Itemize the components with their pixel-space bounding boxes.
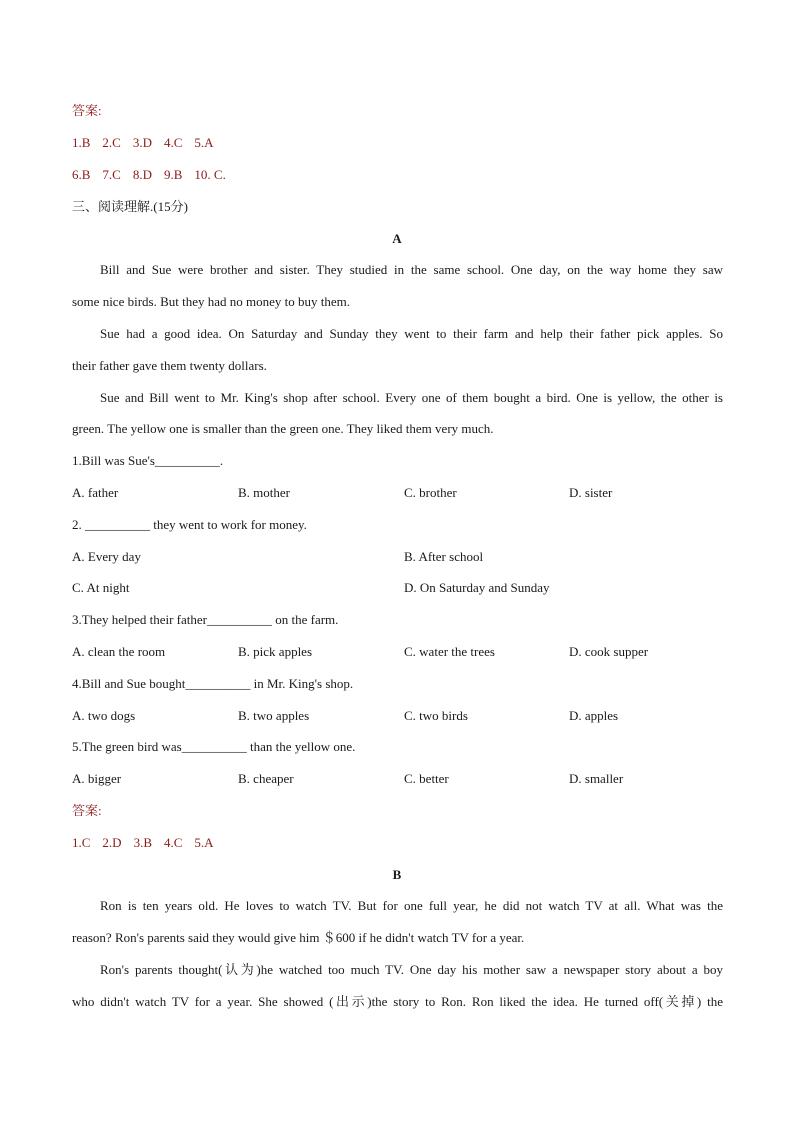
passage-b-line: Ron's parents thought(认为)he watched too much TV. One day his mother saw a newspaper story about a boy <box>100 962 723 977</box>
answer-item: 7.C <box>102 167 121 182</box>
passage-b-line: Ron is ten years old. He loves to watch TV. But for one full year, he did not watch TV at all. What was the <box>100 898 723 913</box>
answer-item: 2.C <box>102 135 121 150</box>
passage-a-line: green. The yellow one is smaller than the green one. They liked them very much. <box>72 421 494 436</box>
question-stem: 4.Bill and Sue bought__________ in Mr. King's shop. <box>72 676 354 691</box>
option-c: C. water the trees <box>404 644 495 659</box>
passage-b-title: B <box>392 867 402 882</box>
option-c: C. two birds <box>404 708 468 723</box>
passage-a-title: A <box>392 231 402 246</box>
option-c: C. better <box>404 771 449 786</box>
passage-a-line: Sue had a good idea. On Saturday and Sunday they went to their farm and help their father pick apples. So <box>100 326 723 341</box>
answer-item: 9.B <box>163 167 183 182</box>
question-stem: 5.The green bird was__________ than the yellow one. <box>72 739 356 754</box>
option-a: A. Every day <box>72 549 141 564</box>
question-stem: 3.They helped their father__________ on the farm. <box>72 612 339 627</box>
answer-item: 5.A <box>194 835 214 850</box>
answer-item: 2.D <box>102 835 122 850</box>
answer-item: 3.B <box>133 835 152 850</box>
answer-row-1 <box>72 135 226 151</box>
option-a: A. bigger <box>72 771 122 786</box>
answer-row-1 <box>72 835 226 851</box>
option-b: B. cheaper <box>238 771 294 786</box>
option-b: B. mother <box>238 485 290 500</box>
answer-label: 答案: <box>72 103 102 118</box>
option-d: D. On Saturday and Sunday <box>404 580 550 595</box>
answer-item: 6.B <box>72 167 91 182</box>
passage-a-line: Sue and Bill went to Mr. King's shop after school. Every one of them bought a bird. One is yellow, the other is <box>100 390 723 405</box>
option-a: A. father <box>72 485 119 500</box>
answer-row-2 <box>72 167 238 183</box>
answer-item: 5.A <box>194 135 214 150</box>
passage-b-line: reason? Ron's parents said they would give him ＄600 if he didn't watch TV for a year. <box>72 930 525 945</box>
answer-item: 4.C <box>163 835 183 850</box>
answer-item: 1.B <box>72 135 91 150</box>
option-d: D. sister <box>569 485 613 500</box>
answer-item: 4.C <box>163 135 183 150</box>
question-stem: 1.Bill was Sue's__________. <box>72 453 224 468</box>
option-b: B. After school <box>404 549 484 564</box>
answer-label: 答案: <box>72 803 102 818</box>
option-d: D. apples <box>569 708 619 723</box>
passage-a-line: some nice birds. But they had no money to buy them. <box>72 294 351 309</box>
answer-item: 3.D <box>132 135 152 150</box>
passage-b-line: who didn't watch TV for a year. She showed (出示)the story to Ron. Ron liked the idea. He turned off(关掉) the <box>72 994 723 1009</box>
option-d: D. smaller <box>569 771 624 786</box>
option-b: B. pick apples <box>238 644 313 659</box>
section-heading: 三、阅读理解.(15分) <box>72 199 188 214</box>
option-a: A. two dogs <box>72 708 136 723</box>
option-b: B. two apples <box>238 708 310 723</box>
answer-item: 8.D <box>132 167 152 182</box>
passage-a-line: Bill and Sue were brother and sister. They studied in the same school. One day, on the way home they saw <box>100 262 723 277</box>
option-d: D. cook supper <box>569 644 649 659</box>
question-stem: 2. __________ they went to work for money. <box>72 517 307 532</box>
option-c: C. brother <box>404 485 457 500</box>
answer-item: 10. C. <box>194 167 226 182</box>
answer-item: 1.C <box>72 835 91 850</box>
option-c: C. At night <box>72 580 130 595</box>
option-a: A. clean the room <box>72 644 166 659</box>
passage-a-line: their father gave them twenty dollars. <box>72 358 267 373</box>
